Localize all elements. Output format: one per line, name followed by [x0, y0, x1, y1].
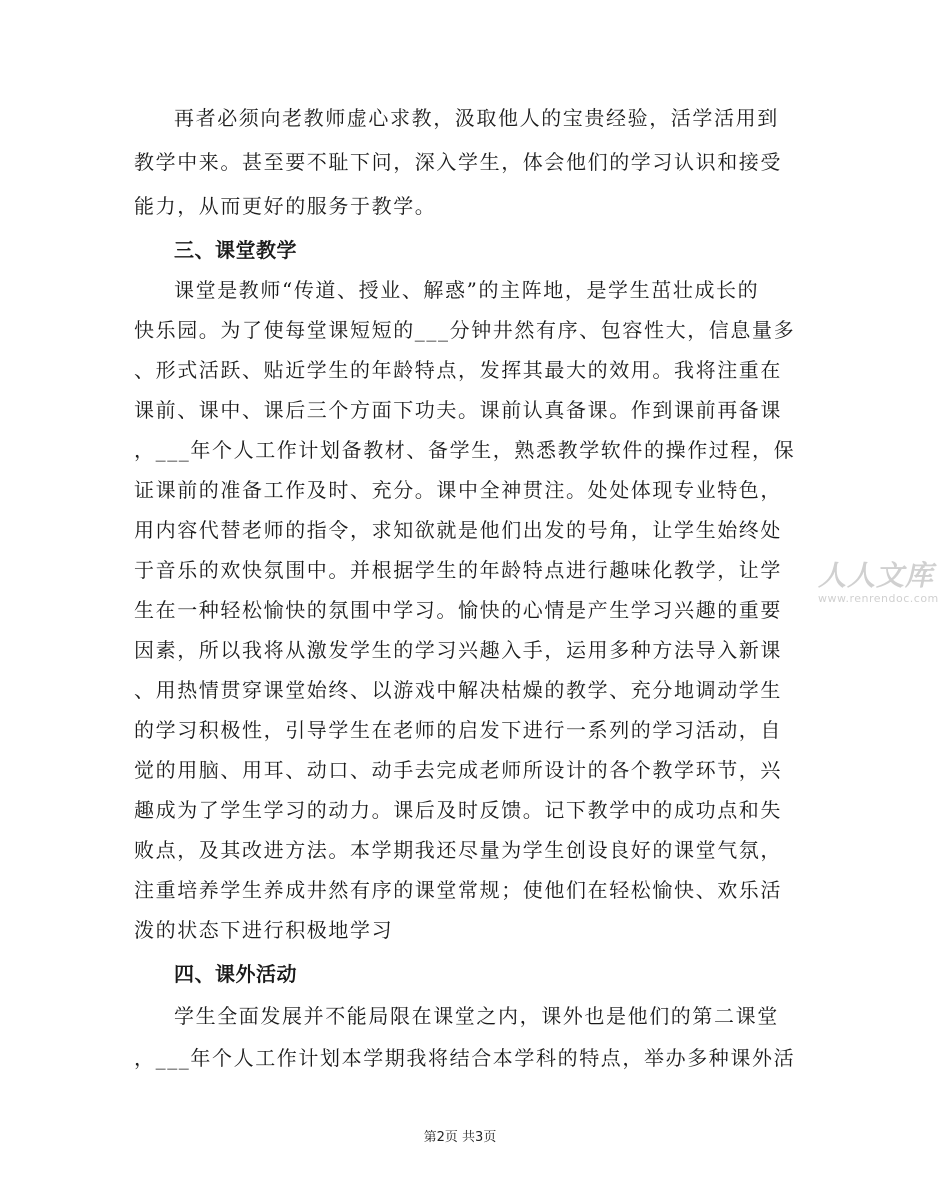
- text-line: 再者必须向老教师虚心求教，汲取他人的宝贵经验，活学活用到: [174, 106, 779, 130]
- text-line: 的学习积极性，引导学生在老师的启发下进行一系列的学习活动，自: [134, 718, 782, 742]
- section-heading: 三、课堂教学: [174, 238, 297, 262]
- text-line: 生在一种轻松愉快的氛围中学习。愉快的心情是产生学习兴趣的重要: [134, 598, 782, 622]
- page-indicator: 第2页 共3页: [423, 1130, 497, 1145]
- text-line: 注重培养学生养成井然有序的课堂常规；使他们在轻松愉快、欢乐活: [134, 878, 782, 902]
- text-line: 因素，所以我将从激发学生的学习兴趣入手，运用多种方法导入新课: [134, 638, 782, 662]
- text-line: 觉的用脑、用耳、动口、动手去完成老师所设计的各个教学环节，兴: [134, 758, 782, 782]
- text-line: 教学中来。甚至要不耻下问，深入学生，体会他们的学习认识和接受: [134, 150, 782, 174]
- watermark: [818, 554, 939, 605]
- watermark-url: www.renrendoc.com: [818, 592, 939, 605]
- text-line: 败点，及其改进方法。本学期我还尽量为学生创设良好的课堂气氛，: [134, 838, 782, 862]
- text-line: ，___年个人工作计划本学期我将结合本学科的特点，举办多种课外活: [134, 1046, 796, 1070]
- text-line: 、形式活跃、贴近学生的年龄特点，发挥其最大的效用。我将注重在: [134, 358, 782, 382]
- text-line: 证课前的准备工作及时、充分。课中全神贯注。处处体现专业特色，: [134, 478, 782, 502]
- text-line: 快乐园。为了使每堂课短短的___分钟井然有序、包容性大，信息量多: [134, 318, 796, 342]
- text-line: 课前、课中、课后三个方面下功夫。课前认真备课。作到课前再备课: [134, 398, 782, 422]
- text-line: 学生全面发展并不能局限在课堂之内，课外也是他们的第二课堂: [174, 1004, 779, 1028]
- text-line: 用内容代替老师的指令，求知欲就是他们出发的号角，让学生始终处: [134, 518, 782, 542]
- text-line: 课堂是教师“传道、授业、解惑”的主阵地，是学生茁壮成长的: [174, 278, 760, 302]
- text-line: 、用热情贯穿课堂始终、以游戏中解决枯燥的教学、充分地调动学生: [134, 678, 782, 702]
- watermark-logo: 人人文库: [816, 559, 940, 592]
- text-line: ，___年个人工作计划备教材、备学生，熟悉教学软件的操作过程，保: [134, 438, 796, 462]
- text-line: 于音乐的欢快氛围中。并根据学生的年龄特点进行趣味化教学，让学: [134, 558, 782, 582]
- text-line: 泼的状态下进行积极地学习: [134, 918, 394, 942]
- text-line: 能力，从而更好的服务于教学。: [134, 194, 437, 218]
- section-heading: 四、课外活动: [174, 962, 297, 986]
- text-line: 趣成为了学生学习的动力。课后及时反馈。记下教学中的成功点和失: [134, 798, 782, 822]
